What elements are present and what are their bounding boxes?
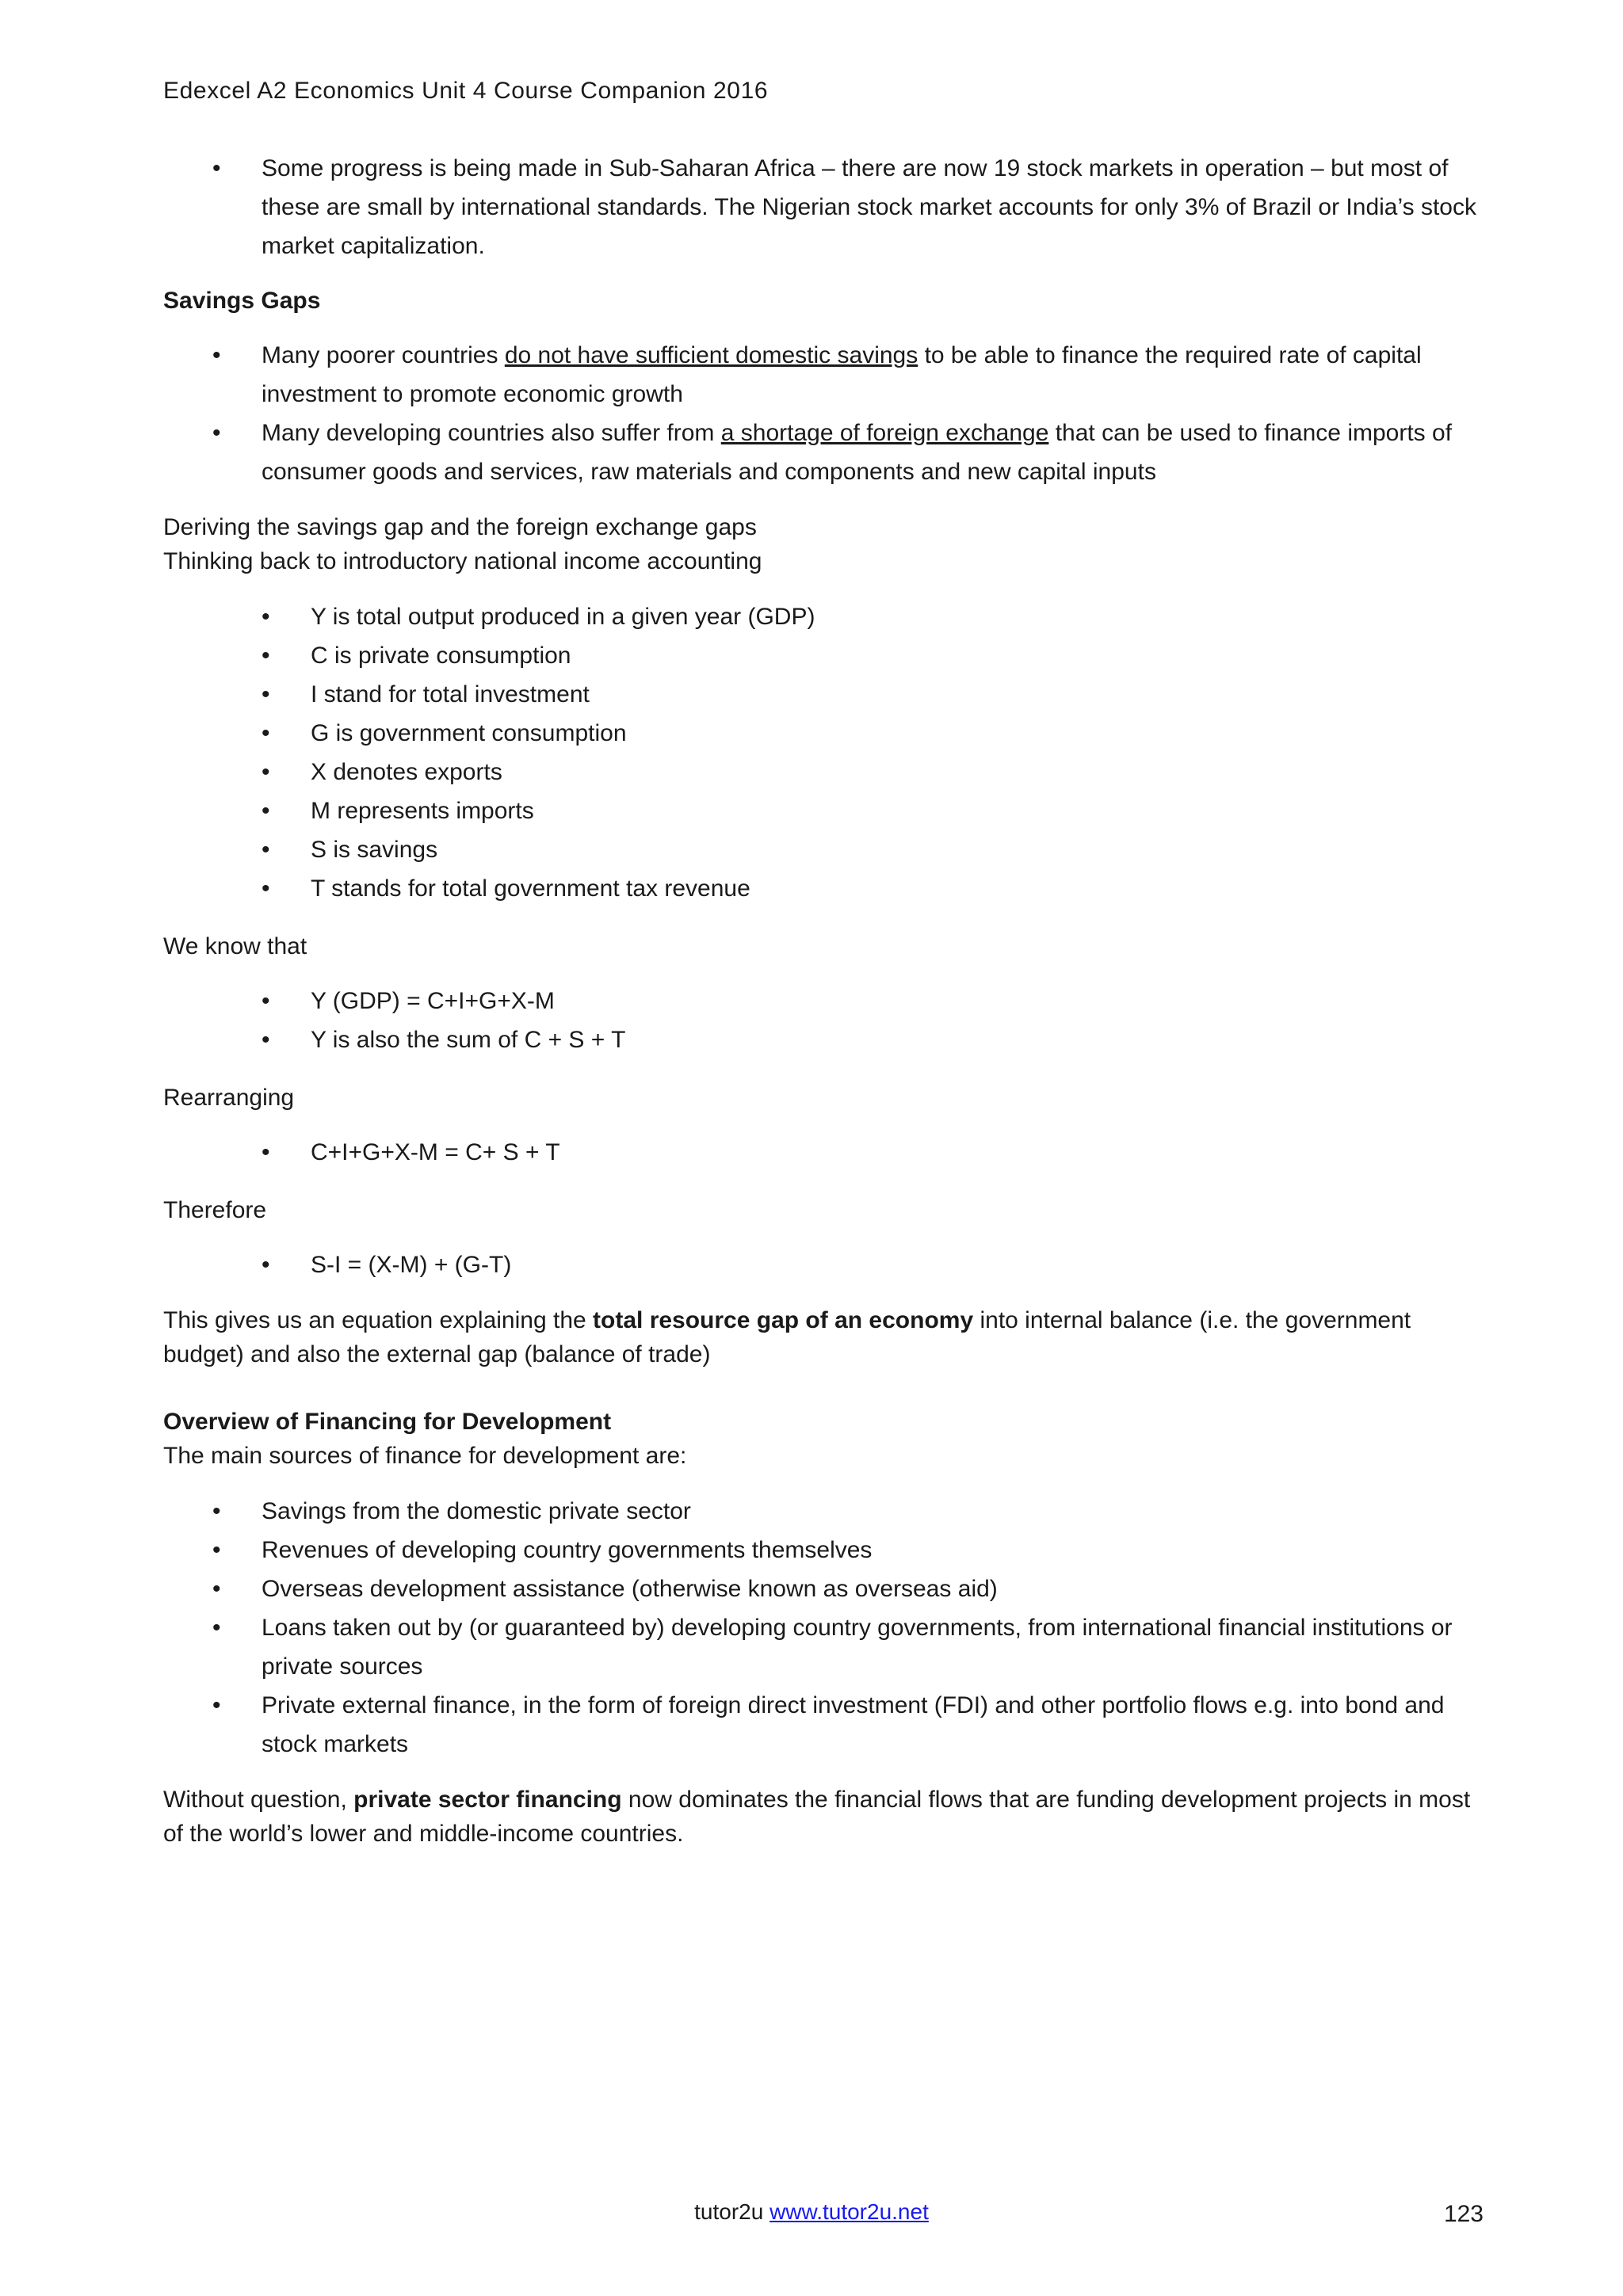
- paragraph: Deriving the savings gap and the foreign exchange gaps: [163, 514, 757, 540]
- bold-phrase: private sector financing: [353, 1787, 622, 1813]
- bold-phrase: total resource gap of an economy: [593, 1307, 974, 1333]
- list-item: • M represents imports: [163, 791, 1495, 830]
- list-item: • Savings from the domestic private sector: [163, 1492, 1495, 1531]
- list-item: • S is savings: [163, 830, 1495, 869]
- savings-gaps-list: [163, 336, 1495, 491]
- paragraph: Without question, private sector financing now dominates the financial flows that are funding development projects in most of the world’s lower and middle-income countries.: [163, 1787, 1471, 1847]
- page-content: [163, 149, 1495, 1851]
- list-item: • S-I = (X-M) + (G-T): [163, 1245, 1495, 1284]
- list-item: • I stand for total investment: [163, 675, 1495, 714]
- section-heading-savings-gaps: Savings Gaps: [163, 288, 321, 314]
- list-item: • Some progress is being made in Sub-Saharan Africa – there are now 19 stock markets in operation – but most of these are small by international standards. The Nigerian stock market accounts for only 3% of Brazil or India’s stock market capitalization.: [163, 149, 1495, 265]
- list-item: • C+I+G+X-M = C+ S + T: [163, 1133, 1495, 1172]
- footer: [0, 2199, 1623, 2225]
- underlined-phrase: do not have sufficient domestic savings: [504, 342, 918, 368]
- paragraph: We know that: [163, 933, 307, 959]
- list-item: • T stands for total government tax revenue: [163, 869, 1495, 908]
- intro-list: [163, 149, 1495, 265]
- paragraph: Therefore: [163, 1197, 267, 1223]
- equation-list: [163, 1133, 1495, 1172]
- running-header: Edexcel A2 Economics Unit 4 Course Companion 2016: [163, 78, 769, 104]
- list-item: • Y is total output produced in a given year (GDP): [163, 597, 1495, 636]
- underlined-phrase: a shortage of foreign exchange: [720, 420, 1049, 446]
- definitions-list: [163, 597, 1495, 908]
- equation-list: [163, 982, 1495, 1059]
- page-number: 123: [1443, 2201, 1484, 2227]
- paragraph: Rearranging: [163, 1085, 295, 1111]
- footer-link[interactable]: www.tutor2u.net: [769, 2199, 929, 2224]
- paragraph: This gives us an equation explaining the total resource gap of an economy into internal balance (i.e. the government budget) and also the external gap (balance of trade): [163, 1307, 1411, 1367]
- list-item: • C is private consumption: [163, 636, 1495, 675]
- financing-list: [163, 1492, 1495, 1764]
- list-item: • Overseas development assistance (otherwise known as overseas aid): [163, 1569, 1495, 1608]
- list-item: • G is government consumption: [163, 714, 1495, 753]
- list-item: • Loans taken out by (or guaranteed by) developing country governments, from international financial institutions or private sources: [163, 1608, 1495, 1686]
- paragraph: Thinking back to introductory national income accounting: [163, 548, 762, 574]
- list-item: • Revenues of developing country governments themselves: [163, 1531, 1495, 1569]
- list-item: • Y is also the sum of C + S + T: [163, 1020, 1495, 1059]
- list-item: • Private external finance, in the form of foreign direct investment (FDI) and other portfolio flows e.g. into bond and stock markets: [163, 1686, 1495, 1764]
- list-item: • Many developing countries also suffer from a shortage of foreign exchange that can be used to finance imports of consumer goods and services, raw materials and components and new capital inputs: [163, 414, 1495, 491]
- section-heading-financing: Overview of Financing for Development: [163, 1409, 612, 1435]
- list-item: • Many poorer countries do not have sufficient domestic savings to be able to finance the required rate of capital investment to promote economic growth: [163, 336, 1495, 414]
- footer-brand: tutor2u: [694, 2199, 764, 2224]
- paragraph: The main sources of finance for development are:: [163, 1443, 687, 1469]
- equation-list: [163, 1245, 1495, 1284]
- list-item: • Y (GDP) = C+I+G+X-M: [163, 982, 1495, 1020]
- list-item: • X denotes exports: [163, 753, 1495, 791]
